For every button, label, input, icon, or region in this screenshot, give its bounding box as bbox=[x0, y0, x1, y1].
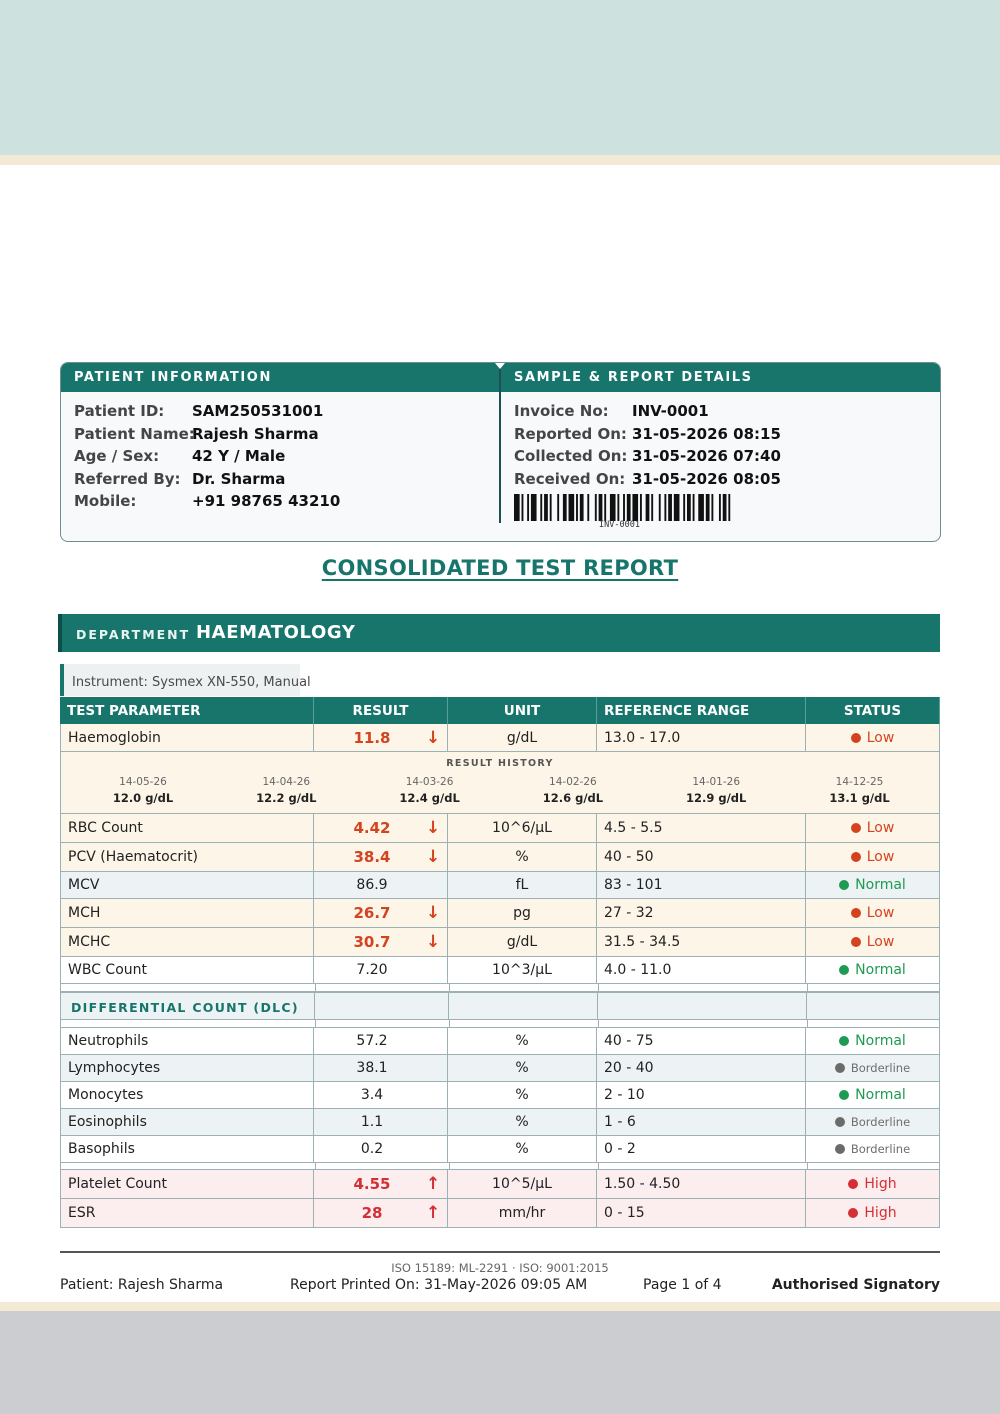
test-parameter: Lymphocytes bbox=[60, 1055, 314, 1081]
arrow-down-icon: ↓ bbox=[426, 903, 441, 923]
barcode-bar bbox=[659, 494, 661, 521]
table-row-esr bbox=[60, 1199, 940, 1228]
unit: % bbox=[448, 1136, 597, 1162]
column-divider bbox=[449, 1163, 450, 1169]
table-header bbox=[60, 697, 940, 724]
spacer-row bbox=[60, 1020, 940, 1028]
age-sex-label: Age / Sex: bbox=[74, 447, 160, 465]
info-divider bbox=[499, 363, 501, 523]
table-row-wbc-count bbox=[60, 957, 940, 984]
arrow-down-icon: ↓ bbox=[426, 727, 441, 748]
patient-id-value: SAM250531001 bbox=[192, 402, 324, 420]
result-value-cell bbox=[314, 814, 448, 842]
divider-notch bbox=[495, 363, 505, 369]
unit: g/dL bbox=[448, 724, 597, 751]
status-text: Borderline bbox=[850, 1142, 911, 1156]
status-cell bbox=[806, 872, 940, 898]
status-cell bbox=[806, 899, 940, 927]
age-sex-value: 42 Y / Male bbox=[192, 447, 286, 465]
barcode-bar bbox=[580, 494, 584, 521]
result-value: 28 bbox=[361, 1204, 383, 1222]
barcode-bar bbox=[550, 494, 552, 521]
history-item bbox=[370, 776, 490, 805]
test-parameter: Neutrophils bbox=[60, 1028, 314, 1054]
reference-range: 2 - 10 bbox=[597, 1082, 806, 1108]
result-value-cell bbox=[314, 1028, 448, 1054]
result-value-cell bbox=[314, 843, 448, 871]
barcode-image bbox=[514, 494, 734, 521]
status-cell bbox=[806, 1170, 940, 1198]
status-cell bbox=[806, 1028, 940, 1054]
result-value: 26.7 bbox=[353, 904, 391, 922]
arrow-down-icon: ↓ bbox=[426, 818, 441, 838]
reference-range: 31.5 - 34.5 bbox=[597, 928, 806, 956]
table-row-rbc-count bbox=[60, 814, 940, 843]
department-name: HAEMATOLOGY bbox=[196, 622, 356, 643]
result-value: 30.7 bbox=[353, 933, 391, 951]
arrow-down-icon: ↓ bbox=[426, 847, 441, 867]
result-value: 0.2 bbox=[360, 1141, 384, 1157]
status-text: Borderline bbox=[850, 1115, 911, 1129]
footer-printed-on: Report Printed On: 31-May-2026 09:05 AM bbox=[290, 1277, 588, 1293]
unit: % bbox=[448, 1082, 597, 1108]
barcode-bar bbox=[587, 494, 589, 521]
column-divider bbox=[449, 1020, 450, 1027]
barcode-bar bbox=[544, 494, 548, 521]
instrument-note bbox=[60, 664, 311, 696]
instrument-text: Instrument: Sysmex XN-550, Manual bbox=[72, 675, 311, 690]
result-value: 57.2 bbox=[356, 1033, 388, 1049]
status-badge bbox=[851, 849, 895, 865]
barcode-bar bbox=[711, 494, 713, 521]
barcode-bar bbox=[595, 494, 597, 521]
result-value-cell bbox=[314, 1055, 448, 1081]
barcode-bar bbox=[674, 494, 680, 521]
invoice-label: Invoice No: bbox=[514, 402, 609, 420]
unit: fL bbox=[448, 872, 597, 898]
status-dot-icon bbox=[835, 1063, 845, 1073]
column-divider bbox=[315, 984, 316, 991]
status-dot-icon bbox=[835, 1144, 845, 1154]
invoice-value: INV-0001 bbox=[632, 402, 709, 420]
mobile-value: +91 98765 43210 bbox=[192, 492, 341, 510]
status-cell bbox=[806, 1055, 940, 1081]
footer-page-number: Page 1 of 4 bbox=[643, 1277, 722, 1293]
result-value: 4.55 bbox=[353, 1175, 391, 1193]
status-text: High bbox=[864, 1176, 897, 1192]
table-row-neutrophils bbox=[60, 1028, 940, 1055]
barcode-bar bbox=[728, 494, 730, 521]
referred-by-label: Referred By: bbox=[74, 469, 181, 488]
header-band bbox=[0, 0, 1000, 155]
status-dot-icon bbox=[851, 908, 861, 918]
barcode-bar bbox=[651, 494, 653, 521]
barcode-bar bbox=[599, 494, 603, 521]
column-divider bbox=[449, 984, 450, 991]
history-item bbox=[226, 776, 346, 805]
status-dot-icon bbox=[851, 852, 861, 862]
result-value-cell bbox=[314, 899, 448, 927]
collected-on-value: 31-05-2026 07:40 bbox=[632, 447, 781, 465]
table-row-haemoglobin bbox=[60, 724, 940, 752]
barcode-bar bbox=[693, 494, 695, 521]
spacer-row bbox=[60, 984, 940, 992]
result-value-cell bbox=[314, 1199, 448, 1227]
history-date: 14-12-25 bbox=[835, 776, 884, 788]
status-badge bbox=[848, 1176, 896, 1192]
barcode-bar bbox=[627, 494, 631, 521]
status-dot-icon bbox=[839, 1090, 849, 1100]
reference-range: 0 - 2 bbox=[597, 1136, 806, 1162]
section-differential-count bbox=[60, 992, 940, 1020]
status-badge bbox=[851, 730, 895, 746]
result-value-cell bbox=[314, 872, 448, 898]
mobile-label: Mobile: bbox=[74, 492, 137, 510]
received-on-label: Received On: bbox=[514, 469, 626, 488]
status-cell bbox=[806, 1136, 940, 1162]
status-dot-icon bbox=[839, 880, 849, 890]
test-parameter: MCH bbox=[60, 899, 314, 927]
status-cell bbox=[806, 814, 940, 842]
footer-band bbox=[0, 1311, 1000, 1414]
reference-range: 1.50 - 4.50 bbox=[597, 1170, 806, 1198]
patient-name-value: Rajesh Sharma bbox=[192, 424, 319, 443]
barcode-bar bbox=[687, 494, 691, 521]
history-date: 14-05-26 bbox=[119, 776, 167, 788]
history-value: 12.6 g/dL bbox=[542, 791, 604, 805]
table-row-mch bbox=[60, 899, 940, 928]
history-item bbox=[800, 776, 920, 805]
status-dot-icon bbox=[851, 733, 861, 743]
patient-name-label: Patient Name: bbox=[74, 424, 195, 443]
status-text: Low bbox=[866, 849, 895, 865]
status-text: Normal bbox=[855, 1087, 906, 1103]
history-value: 12.2 g/dL bbox=[256, 791, 317, 805]
result-value: 86.9 bbox=[356, 877, 388, 893]
barcode-caption: INV-0001 bbox=[599, 520, 640, 530]
status-cell bbox=[806, 1199, 940, 1227]
barcode-bar bbox=[706, 494, 710, 521]
result-value: 1.1 bbox=[360, 1114, 384, 1130]
header-unit: UNIT bbox=[448, 697, 597, 724]
test-parameter: RBC Count bbox=[60, 814, 314, 842]
result-value: 38.4 bbox=[353, 848, 391, 866]
status-cell bbox=[806, 928, 940, 956]
reference-range: 27 - 32 bbox=[597, 899, 806, 927]
test-parameter: Haemoglobin bbox=[60, 724, 314, 751]
reported-on-label: Reported On: bbox=[514, 424, 627, 443]
test-parameter: MCHC bbox=[60, 928, 314, 956]
test-parameter: ESR bbox=[60, 1199, 314, 1227]
status-badge bbox=[851, 934, 895, 950]
barcode-bar bbox=[698, 494, 704, 521]
column-divider bbox=[806, 993, 807, 1019]
footer-stripe bbox=[0, 1302, 1000, 1311]
result-value: 11.8 bbox=[353, 728, 391, 747]
status-cell bbox=[806, 724, 940, 751]
spacer-row bbox=[60, 1163, 940, 1170]
iso-accreditation: ISO 15189: ML-2291 · ISO: 9001:2015 bbox=[391, 1261, 609, 1275]
status-cell bbox=[806, 1109, 940, 1135]
status-dot-icon bbox=[848, 1208, 858, 1218]
history-date: 14-01-26 bbox=[692, 776, 741, 788]
column-divider bbox=[315, 1163, 316, 1169]
header-reference-range: REFERENCE RANGE bbox=[597, 697, 806, 724]
barcode-bar bbox=[522, 494, 524, 521]
reference-range: 0 - 15 bbox=[597, 1199, 806, 1227]
status-badge bbox=[839, 962, 906, 978]
unit: g/dL bbox=[448, 928, 597, 956]
unit: pg bbox=[448, 899, 597, 927]
barcode-bar bbox=[623, 494, 625, 521]
test-parameter: Platelet Count bbox=[60, 1170, 314, 1198]
status-badge bbox=[835, 1142, 910, 1156]
history-item bbox=[83, 776, 203, 805]
unit: % bbox=[448, 1109, 597, 1135]
column-divider bbox=[598, 1163, 599, 1169]
footer-patient: Patient: Rajesh Sharma bbox=[60, 1277, 224, 1293]
history-date: 14-02-26 bbox=[549, 776, 597, 788]
status-dot-icon bbox=[839, 965, 849, 975]
status-text: Low bbox=[866, 729, 895, 746]
barcode-bar bbox=[719, 494, 721, 521]
result-value-cell bbox=[314, 724, 448, 751]
barcode-bar bbox=[527, 494, 529, 521]
table-row-pcv-haematocrit bbox=[60, 843, 940, 872]
status-cell bbox=[806, 957, 940, 983]
result-value-cell bbox=[314, 957, 448, 983]
barcode-bar bbox=[576, 494, 578, 521]
reference-range: 1 - 6 bbox=[597, 1109, 806, 1135]
status-badge bbox=[839, 1087, 906, 1103]
reference-range: 4.5 - 5.5 bbox=[597, 814, 806, 842]
history-date: 14-04-26 bbox=[262, 776, 311, 788]
barcode-bar bbox=[514, 494, 520, 521]
unit: 10^5/µL bbox=[448, 1170, 597, 1198]
status-dot-icon bbox=[851, 937, 861, 947]
arrow-up-icon: ↑ bbox=[426, 1174, 441, 1194]
barcode-bar bbox=[668, 494, 672, 521]
unit: % bbox=[448, 843, 597, 871]
table-row-lymphocytes bbox=[60, 1055, 940, 1082]
status-text: Low bbox=[866, 905, 895, 921]
column-divider bbox=[448, 993, 449, 1019]
status-badge bbox=[839, 877, 906, 893]
arrow-up-icon: ↑ bbox=[426, 1203, 441, 1223]
barcode-bar bbox=[610, 494, 616, 521]
history-value: 12.0 g/dL bbox=[112, 791, 174, 805]
barcode-bar bbox=[640, 494, 642, 521]
barcode-bar bbox=[569, 494, 575, 521]
result-history bbox=[60, 752, 940, 814]
report-title: CONSOLIDATED TEST REPORT bbox=[321, 556, 679, 580]
column-divider bbox=[807, 1020, 808, 1027]
table-row-monocytes bbox=[60, 1082, 940, 1109]
unit: % bbox=[448, 1055, 597, 1081]
patient-id-label: Patient ID: bbox=[74, 402, 165, 420]
header-status: STATUS bbox=[806, 697, 940, 724]
reference-range: 4.0 - 11.0 bbox=[597, 957, 806, 983]
unit: 10^3/µL bbox=[448, 957, 597, 983]
arrow-down-icon: ↓ bbox=[426, 932, 441, 952]
result-value-cell bbox=[314, 1170, 448, 1198]
status-badge bbox=[839, 1033, 906, 1049]
status-dot-icon bbox=[835, 1117, 845, 1127]
status-dot-icon bbox=[848, 1179, 858, 1189]
history-date: 14-03-26 bbox=[405, 776, 454, 788]
status-text: Normal bbox=[855, 962, 906, 978]
table-row-platelet-count bbox=[60, 1170, 940, 1199]
barcode-bar bbox=[531, 494, 537, 521]
patient-info-heading: PATIENT INFORMATION bbox=[74, 370, 272, 385]
result-value-cell bbox=[314, 1109, 448, 1135]
result-value: 38.1 bbox=[356, 1060, 388, 1076]
reported-on-value: 31-05-2026 08:15 bbox=[632, 424, 781, 443]
result-history-title: RESULT HISTORY bbox=[446, 758, 554, 769]
status-cell bbox=[806, 1082, 940, 1108]
header-stripe bbox=[0, 155, 1000, 165]
header-test-parameter: TEST PARAMETER bbox=[60, 697, 314, 724]
table-row-mchc bbox=[60, 928, 940, 957]
test-parameter: MCV bbox=[60, 872, 314, 898]
footer-divider bbox=[60, 1251, 940, 1253]
reference-range: 13.0 - 17.0 bbox=[597, 724, 806, 751]
status-badge bbox=[848, 1205, 896, 1221]
test-parameter: WBC Count bbox=[60, 957, 314, 983]
unit: 10^6/µL bbox=[448, 814, 597, 842]
status-badge bbox=[835, 1115, 910, 1129]
status-badge bbox=[835, 1061, 910, 1075]
test-parameter: Basophils bbox=[60, 1136, 314, 1162]
reference-range: 40 - 50 bbox=[597, 843, 806, 871]
reference-range: 83 - 101 bbox=[597, 872, 806, 898]
department-bar bbox=[58, 614, 940, 652]
column-divider bbox=[598, 984, 599, 991]
test-parameter: PCV (Haematocrit) bbox=[60, 843, 314, 871]
header-result: RESULT bbox=[314, 697, 448, 724]
status-text: Normal bbox=[855, 1033, 906, 1049]
status-badge bbox=[851, 820, 895, 836]
barcode-bar bbox=[664, 494, 666, 521]
footer-signatory: Authorised Signatory bbox=[771, 1277, 940, 1293]
column-divider bbox=[807, 984, 808, 991]
status-dot-icon bbox=[839, 1036, 849, 1046]
barcode-bar bbox=[683, 494, 685, 521]
history-value: 13.1 g/dL bbox=[829, 791, 890, 805]
status-text: Normal bbox=[855, 877, 906, 893]
column-divider bbox=[598, 1020, 599, 1027]
referred-by-value: Dr. Sharma bbox=[192, 469, 286, 488]
info-panel bbox=[60, 362, 941, 542]
result-value: 7.20 bbox=[356, 962, 388, 978]
status-badge bbox=[851, 905, 895, 921]
barcode-bar bbox=[632, 494, 638, 521]
barcode-bar bbox=[557, 494, 559, 521]
status-text: Low bbox=[866, 934, 895, 950]
department-label: DEPARTMENT bbox=[76, 627, 191, 642]
barcode-bar bbox=[646, 494, 650, 521]
collected-on-label: Collected On: bbox=[514, 447, 628, 465]
barcode-bar bbox=[604, 494, 606, 521]
unit: mm/hr bbox=[448, 1199, 597, 1227]
status-text: Low bbox=[866, 820, 895, 836]
table-row-eosinophils bbox=[60, 1109, 940, 1136]
reference-range: 40 - 75 bbox=[597, 1028, 806, 1054]
result-value-cell bbox=[314, 928, 448, 956]
status-dot-icon bbox=[851, 823, 861, 833]
table-row-mcv bbox=[60, 872, 940, 899]
result-value-cell bbox=[314, 1082, 448, 1108]
barcode-bar bbox=[563, 494, 567, 521]
table-row-basophils bbox=[60, 1136, 940, 1163]
barcode-bar bbox=[540, 494, 542, 521]
column-divider bbox=[314, 993, 315, 1019]
column-divider bbox=[807, 1163, 808, 1169]
received-on-value: 31-05-2026 08:05 bbox=[632, 469, 781, 488]
status-text: High bbox=[864, 1205, 897, 1221]
result-value: 4.42 bbox=[353, 819, 391, 837]
status-text: Borderline bbox=[850, 1061, 911, 1075]
sample-details-heading: SAMPLE & REPORT DETAILS bbox=[514, 370, 753, 385]
history-value: 12.9 g/dL bbox=[686, 791, 747, 805]
barcode-bar bbox=[723, 494, 727, 521]
section-label: DIFFERENTIAL COUNT (DLC) bbox=[71, 1000, 299, 1015]
status-cell bbox=[806, 843, 940, 871]
test-parameter: Monocytes bbox=[60, 1082, 314, 1108]
history-item bbox=[513, 776, 633, 805]
barcode-bar bbox=[617, 494, 619, 521]
result-value-cell bbox=[314, 1136, 448, 1162]
unit: % bbox=[448, 1028, 597, 1054]
column-divider bbox=[597, 993, 598, 1019]
test-parameter: Eosinophils bbox=[60, 1109, 314, 1135]
history-item bbox=[656, 776, 776, 805]
column-divider bbox=[315, 1020, 316, 1027]
reference-range: 20 - 40 bbox=[597, 1055, 806, 1081]
history-value: 12.4 g/dL bbox=[399, 791, 460, 805]
result-value: 3.4 bbox=[360, 1087, 384, 1103]
